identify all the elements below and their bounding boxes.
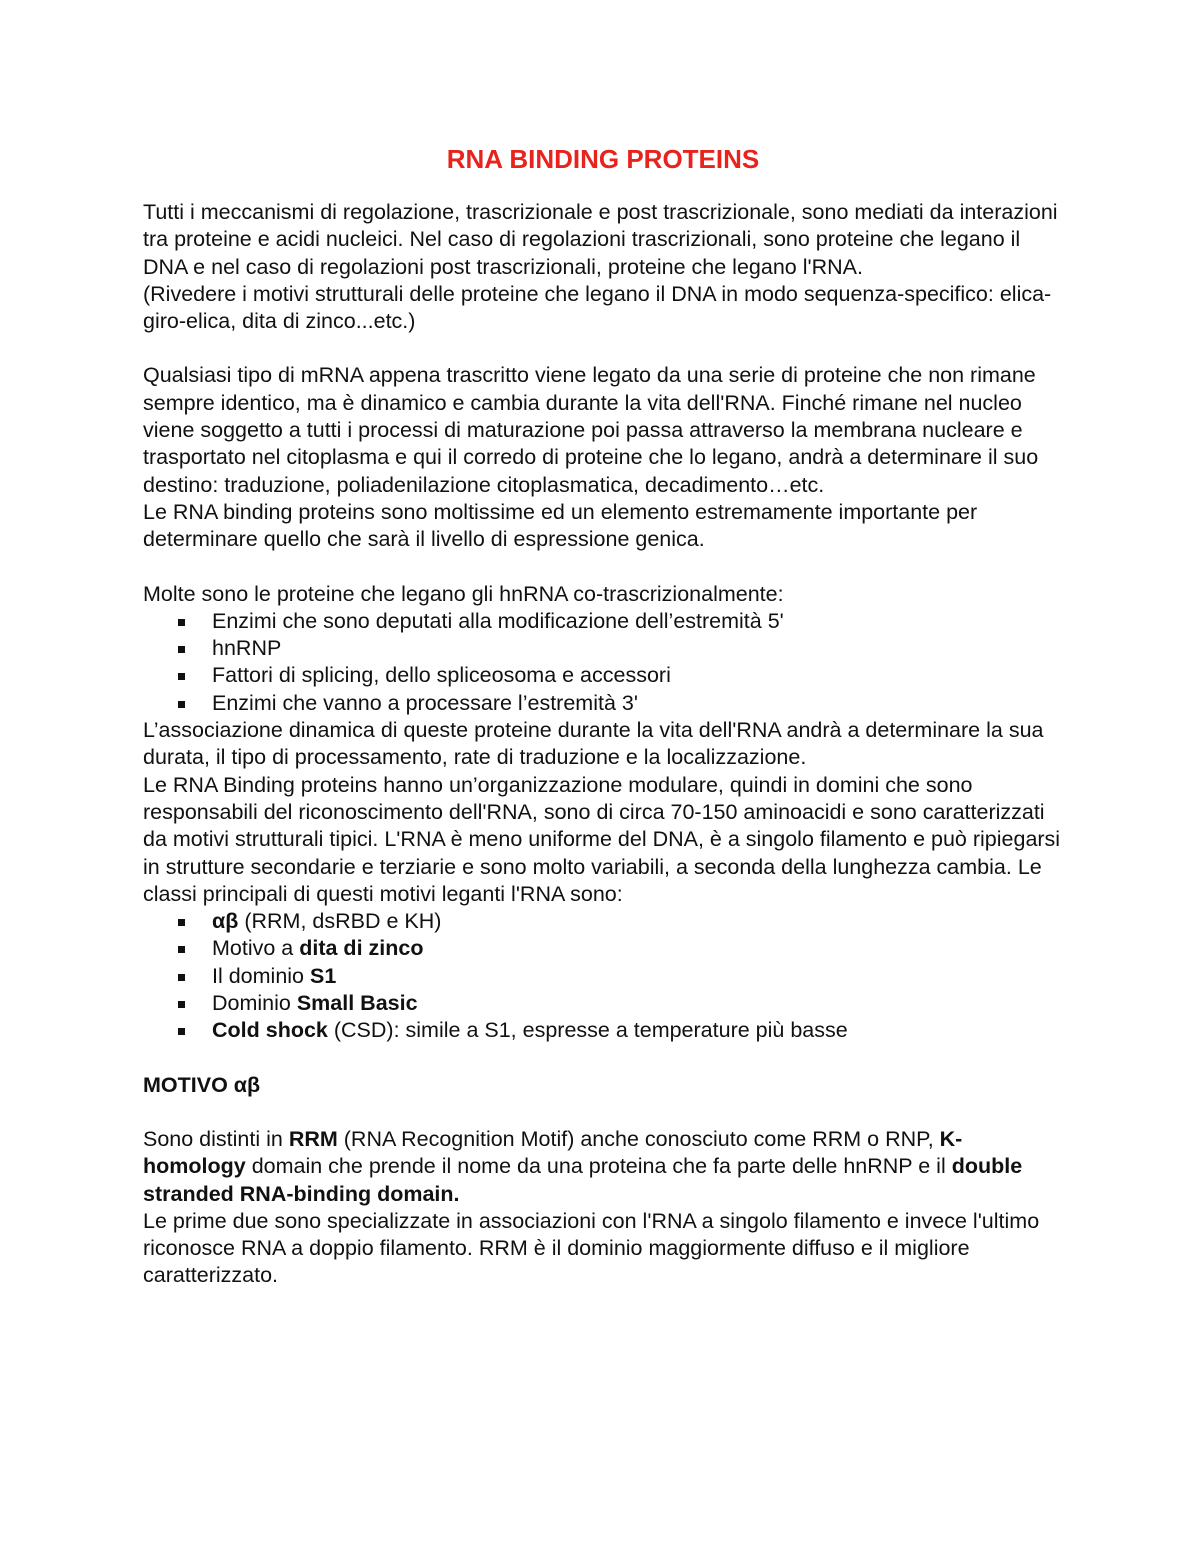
paragraph-note: (Rivedere i motivi strutturali delle proteine che legano il DNA in modo sequenza-specifico: elica-giro-elica, dita di zinco...etc.)	[143, 281, 1052, 334]
document-title: RNA BINDING PROTEINS	[446, 144, 760, 174]
list-item: Enzimi che vanno a processare l’estremità 3'	[143, 690, 1063, 717]
section-heading: MOTIVO αβ	[143, 1072, 261, 1097]
paragraph-mrna: Qualsiasi tipo di mRNA appena trascritto viene legato da una serie di proteine che non rimane sempre identico, ma è dinamico e cambia durante la vita dell'RNA. Finché rimane nel nucleo viene soggetto a tutti i processi di maturazione poi passa attraverso la membrana nucleare e trasportato nel citoplasma e qui il corredo di proteine che lo legano, andrà a determinare il suo destino: traduzione, poliadenilazione citoplasmatica, decadimento…etc.	[143, 363, 1039, 497]
list-cotranscriptional-proteins	[143, 608, 1063, 717]
list-item: Il dominio S1	[143, 963, 1063, 990]
list-item: hnRNP	[143, 635, 1063, 662]
paragraph-rbp-importance: Le RNA binding proteins sono moltissime ed un elemento estremamente importante per determinare quello che sarà il livello di espressione genica.	[143, 499, 978, 552]
paragraph-modular-organization: Le RNA Binding proteins hanno un’organizzazione modulare, quindi in domini che sono responsabili del riconoscimento dell'RNA, sono di circa 70-150 aminoacidi e sono caratterizzati da motivi strutturali tipici. L'RNA è meno uniforme del DNA, è a singolo filamento e può ripiegarsi in strutture secondarie e terziarie e sono molto variabili, a seconda della lunghezza cambia. Le classi principali di questi motivi leganti l'RNA sono:	[143, 772, 1061, 906]
spacer	[143, 1045, 1063, 1072]
paragraph-intro: Tutti i meccanismi di regolazione, trascrizionale e post trascrizionale, sono mediati da interazioni tra proteine e acidi nucleici. Nel caso di regolazioni trascrizionali, sono proteine che legano il DNA e nel caso di regolazioni post trascrizionali, proteine che legano l'RNA.	[143, 200, 1058, 279]
paragraph-cotranscriptional: Molte sono le proteine che legano gli hnRNA co-trascrizionalmente:	[143, 581, 784, 606]
paragraph-dynamic-association: L’associazione dinamica di queste proteine durante la vita dell'RNA andrà a determinare la sua durata, il tipo di processamento, rate di traduzione e la localizzazione.	[143, 718, 1044, 770]
spacer	[143, 554, 1063, 581]
spacer	[143, 1099, 1063, 1126]
paragraph-rrm: Sono distinti in RRM (RNA Recognition Motif) anche conosciuto come RRM o RNP, K-homology domain che prende il nome da una proteina che fa parte delle hnRNP e il double stranded RNA-binding domain.	[143, 1126, 1023, 1206]
list-rna-binding-motifs	[143, 908, 1063, 1044]
list-item: Fattori di splicing, dello spliceosoma e accessori	[143, 662, 1063, 689]
document-page	[143, 143, 1063, 1290]
list-item: Motivo a dita di zinco	[143, 935, 1063, 962]
list-item: αβ (RRM, dsRBD e KH)	[143, 908, 1063, 935]
spacer	[143, 335, 1063, 362]
list-item: Enzimi che sono deputati alla modificazione dell’estremità 5'	[143, 608, 1063, 635]
paragraph-specialization: Le prime due sono specializzate in associazioni con l'RNA a singolo filamento e invece l'ultimo riconosce RNA a doppio filamento. RRM è il dominio maggiormente diffuso e il migliore caratterizzato.	[143, 1208, 1040, 1288]
list-item: Cold shock (CSD): simile a S1, espresse a temperature più basse	[143, 1017, 1063, 1044]
list-item: Dominio Small Basic	[143, 990, 1063, 1017]
